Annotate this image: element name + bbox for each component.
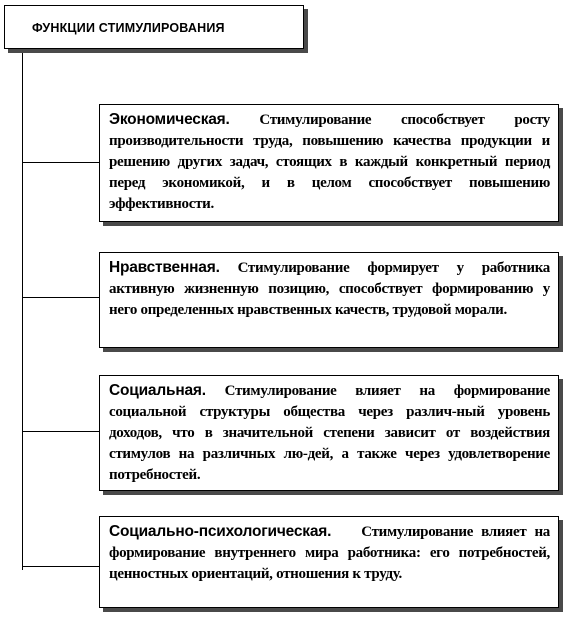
- function-box-moral: [99, 252, 559, 348]
- function-description: Стимулирование влияет на формирование внутреннего мира работника: его потребностей, ценностных ориентаций, отношения к труду.: [109, 524, 550, 582]
- function-description: Стимулирование влияет на формирование социальной структуры общества через различ-ный уровень доходов, что в значительной степени зависит от воздействия стимулов на различных лю-дей, а также через удовлетворение потребностей.: [109, 383, 550, 483]
- function-description: Стимулирование формирует у работника активную жизненную позицию, способствует формированию у него определенных нравственных качеств, трудовой морали.: [109, 260, 551, 318]
- function-name: Нравственная.: [109, 259, 220, 276]
- function-name: Экономическая.: [109, 111, 230, 128]
- function-name: Социально-психологическая.: [109, 523, 332, 540]
- function-name: Социальная.: [109, 382, 206, 399]
- connector-branch-1: [22, 162, 99, 163]
- diagram-title: ФУНКЦИИ СТИМУЛИРОВАНИЯ: [4, 5, 304, 49]
- function-description: Стимулирование способствует росту производительности труда, повышению качества продукции и решению других задач, стоящих в каждый конкретный период перед экономикой, и в целом способствует повышению эффективности.: [109, 112, 550, 212]
- connector-branch-3: [22, 431, 99, 432]
- connector-branch-4: [22, 566, 99, 567]
- function-box-social: [99, 375, 559, 491]
- connector-branch-2: [22, 297, 99, 298]
- function-box-economic: [99, 104, 559, 222]
- function-box-socio-psychological: [99, 516, 559, 608]
- connector-vertical: [22, 50, 23, 570]
